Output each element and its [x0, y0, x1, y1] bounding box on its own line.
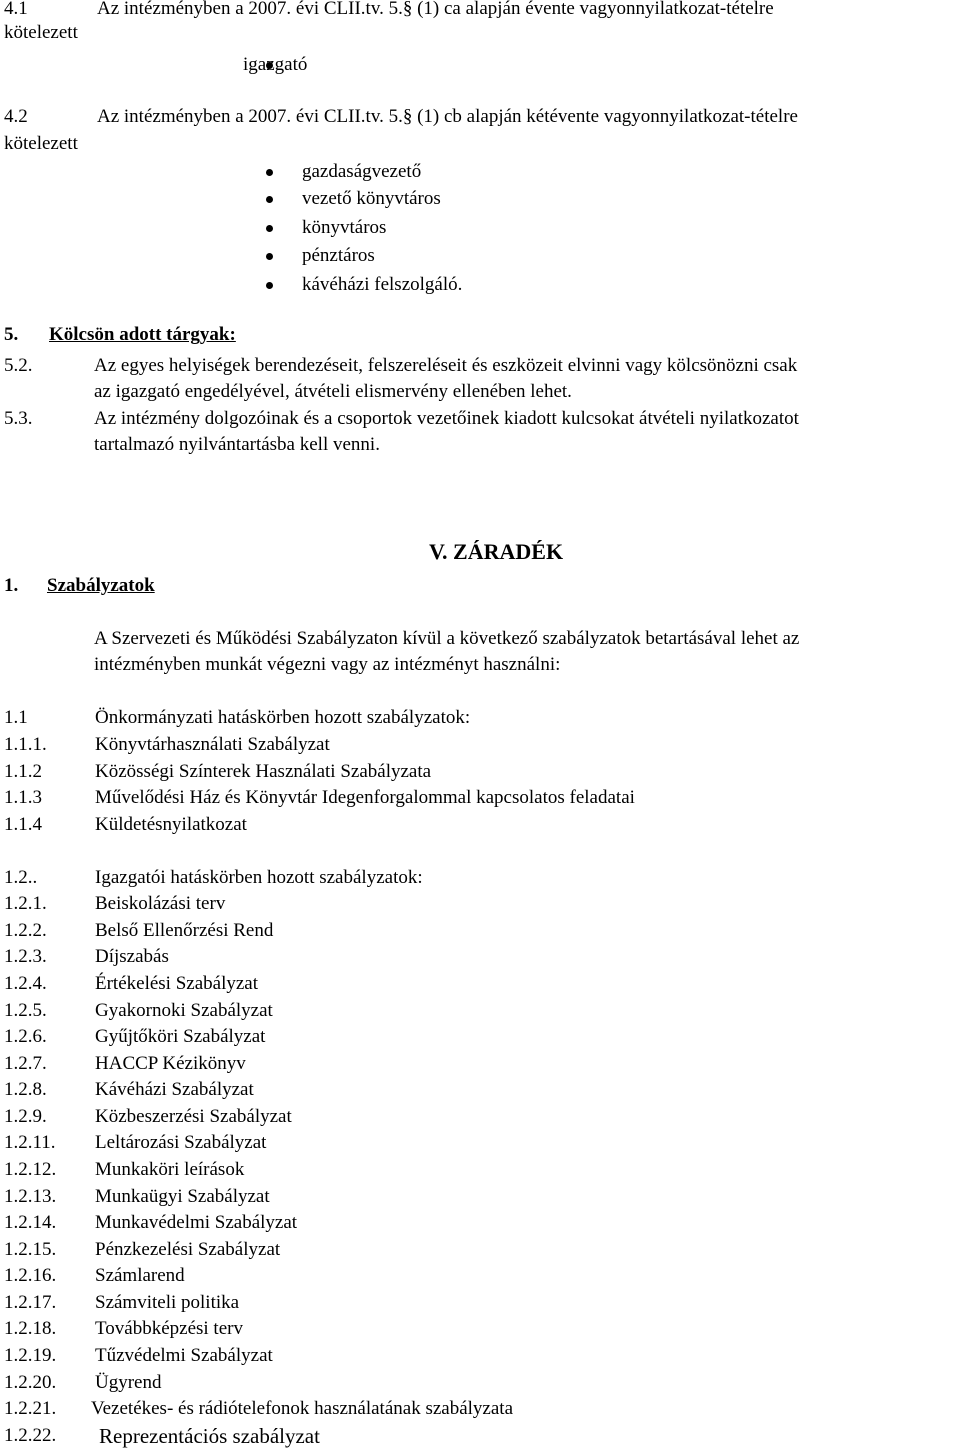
list-text: Kávéházi Szabályzat: [95, 1079, 254, 1100]
list-item: [0, 1186, 960, 1208]
list-item: [0, 1318, 960, 1340]
list-header: [0, 867, 960, 889]
list-number: 1.2.1.: [4, 893, 47, 914]
list-number: 1.2.18.: [4, 1318, 57, 1339]
bullet-icon: [266, 282, 273, 289]
list-number: 1.2.6.: [4, 1026, 47, 1047]
list-number: 1.1.1.: [4, 734, 47, 755]
list-item: [0, 734, 960, 756]
subsection-number: 1.: [4, 575, 19, 596]
bullet-icon: [266, 225, 273, 232]
list-item: [0, 1000, 960, 1022]
item-4-1-line2: kötelezett: [4, 22, 78, 43]
subsection-heading: Szabályzatok: [47, 575, 155, 596]
list-text: Igazgatói hatáskörben hozott szabályzatok:: [95, 867, 423, 888]
list-text: Könyvtárhasználati Szabályzat: [95, 734, 330, 755]
list-number: 1.1: [4, 707, 28, 728]
list-item: [0, 1265, 960, 1287]
list-text: Művelődési Ház és Könyvtár Idegenforgalommal kapcsolatos feladatai: [95, 787, 635, 808]
bullet-icon: [266, 253, 273, 260]
item-4-2-number: 4.2: [4, 106, 28, 127]
list-number: 1.2.4.: [4, 973, 47, 994]
list-text: Gyűjtőköri Szabályzat: [95, 1026, 266, 1047]
list-number: 1.2.13.: [4, 1186, 57, 1207]
bullet-text: igazgató: [243, 54, 308, 75]
list-number: 1.1.3: [4, 787, 42, 808]
bullet-text: gazdaságvezető: [302, 161, 422, 182]
list-number: 1.1.4: [4, 814, 42, 835]
list-item: [0, 814, 960, 836]
bullet-icon: [266, 196, 273, 203]
list-item: [0, 1372, 960, 1394]
list-item: [0, 893, 960, 915]
bullet-text: kávéházi felszolgáló.: [302, 274, 463, 295]
list-item: [0, 1292, 960, 1314]
list-text: Vezetékes- és rádiótelefonok használatának szabályzata: [91, 1398, 513, 1419]
list-text: Értékelési Szabályzat: [95, 973, 259, 994]
list-text: HACCP Kézikönyv: [95, 1053, 246, 1074]
list-number: 1.2.16.: [4, 1265, 57, 1286]
item-5-3-number: 5.3.: [4, 408, 33, 429]
list-text: Közösségi Színterek Használati Szabályzata: [95, 761, 432, 782]
list-text: Számlarend: [95, 1265, 185, 1286]
list-item: [0, 1132, 960, 1154]
item-5-2-line1: Az egyes helyiségek berendezéseit, felszereléseit és eszközeit elvinni vagy kölcsönözni csak: [94, 355, 798, 376]
list-number: 1.2.14.: [4, 1212, 57, 1233]
list-number: 1.2.7.: [4, 1053, 47, 1074]
list-text: Ügyrend: [95, 1372, 162, 1393]
list-number: 1.2.12.: [4, 1159, 57, 1180]
list-item: [0, 1212, 960, 1234]
list-item: [0, 1079, 960, 1101]
list-item: [0, 1239, 960, 1261]
list-text: Gyakornoki Szabályzat: [95, 1000, 273, 1021]
intro-line1: A Szervezeti és Működési Szabályzaton kívül a következő szabályzatok betartásával lehet az: [94, 628, 800, 649]
list-number: 1.2.3.: [4, 946, 47, 967]
list-text: Beiskolázási terv: [95, 893, 226, 914]
list-item: [0, 973, 960, 995]
item-4-1-number: 4.1: [4, 0, 28, 19]
list-text: Pénzkezelési Szabályzat: [95, 1239, 281, 1260]
list-header: [0, 707, 960, 729]
list-number: 1.2.21.: [4, 1398, 57, 1419]
item-5-2-line2: az igazgató engedélyével, átvételi elismervény ellenében lehet.: [94, 381, 572, 402]
list-item: [0, 946, 960, 968]
intro-line2: intézményben munkát végezni vagy az intézményt használni:: [94, 654, 561, 675]
bullet-icon: [266, 169, 273, 176]
list-item: [0, 1053, 960, 1075]
list-text: Díjszabás: [95, 946, 169, 967]
list-number: 1.2.5.: [4, 1000, 47, 1021]
list-number: 1.2.17.: [4, 1292, 57, 1313]
list-item: [0, 1159, 960, 1181]
list-text: Leltározási Szabályzat: [95, 1132, 267, 1153]
list-number: 1.2.19.: [4, 1345, 57, 1366]
section-5-heading: Kölcsön adott tárgyak:: [49, 324, 236, 345]
list-number: 1.2.8.: [4, 1079, 47, 1100]
bullet-text: vezető könyvtáros: [302, 188, 441, 209]
list-text: Belső Ellenőrzési Rend: [95, 920, 274, 941]
list-item: [0, 1106, 960, 1128]
chapter-title: V. ZÁRADÉK: [429, 539, 564, 564]
list-text: Reprezentációs szabályzat: [99, 1424, 320, 1448]
list-number: 1.2.2.: [4, 920, 47, 941]
list-number: 1.2.22.: [4, 1425, 57, 1446]
list-item: [0, 920, 960, 942]
list-number: 1.1.2: [4, 761, 42, 782]
item-5-3-line1: Az intézmény dolgozóinak és a csoportok vezetőinek kiadott kulcsokat átvételi nyilatkozatot: [94, 408, 799, 429]
item-5-2-number: 5.2.: [4, 355, 33, 376]
list-item: [0, 1425, 960, 1447]
list-text: Munkaügyi Szabályzat: [95, 1186, 270, 1207]
list-item: [0, 1398, 960, 1420]
list-number: 1.2.11.: [4, 1132, 56, 1153]
list-number: 1.2.15.: [4, 1239, 57, 1260]
list-number: 1.2.9.: [4, 1106, 47, 1127]
list-text: Közbeszerzési Szabályzat: [95, 1106, 292, 1127]
bullet-text: könyvtáros: [302, 217, 387, 238]
section-5-number: 5.: [4, 324, 19, 345]
list-number: 1.2.20.: [4, 1372, 57, 1393]
list-item: [0, 761, 960, 783]
list-text: Küldetésnyilatkozat: [95, 814, 247, 835]
list-text: Önkormányzati hatáskörben hozott szabályzatok:: [95, 707, 471, 728]
list-number: 1.2..: [4, 867, 38, 888]
list-text: Munkavédelmi Szabályzat: [95, 1212, 298, 1233]
item-4-1-line1: Az intézményben a 2007. évi CLII.tv. 5.§ (1) ca alapján évente vagyonnyilatkozat-tételre: [97, 0, 774, 19]
list-text: Továbbképzési terv: [95, 1318, 243, 1339]
item-4-2-line2: kötelezett: [4, 133, 78, 154]
item-4-2-line1: Az intézményben a 2007. évi CLII.tv. 5.§ (1) cb alapján kétévente vagyonnyilatkozat-tételre: [97, 106, 798, 127]
list-item: [0, 787, 960, 809]
list-item: [0, 1026, 960, 1048]
list-text: Tűzvédelmi Szabályzat: [95, 1345, 273, 1366]
item-5-3-line2: tartalmazó nyilvántartásba kell venni.: [94, 434, 380, 455]
list-text: Munkaköri leírások: [95, 1159, 245, 1180]
list-item: [0, 1345, 960, 1367]
list-text: Számviteli politika: [95, 1292, 240, 1313]
bullet-text: pénztáros: [302, 245, 375, 266]
